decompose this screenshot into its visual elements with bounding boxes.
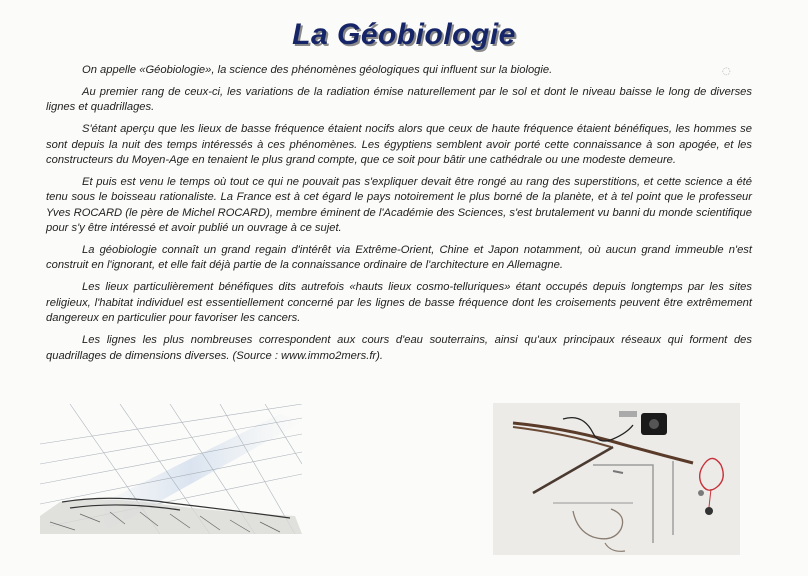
article-body [46,63,752,370]
paragraph-5: La géobiologie connaît un grand regain d'intérêt via Extrême-Orient, Chine et Japon notamment, où aucun grand immeuble n'est construit en l'ignorant, et elle fait déjà partie de la connaissance ordinaire de l'architecture en Allemagne. [46,244,752,272]
grid-lines-svg [40,404,302,534]
paragraph-7: Les lignes les plus nombreuses correspondent aux cours d'eau souterrains, ainsi qu'aux principaux réseaux qui forment des quadrillages de dimensions diverses. (Source : www.immo2mers.fr). [46,334,752,362]
grid-lines-illustration [40,404,302,534]
scan-speck: ◌ [722,66,731,77]
paragraph-4: Et puis est venu le temps où tout ce qui ne pouvait pas s'expliquer devait être rongé au rang des superstitions, et cette science a été tenu sous le boisseau rationaliste. La France est à cet égard le pays notoirement le plus borné de la planète, et à tel point que le professeur Yves ROCARD (le père de Michel ROCARD), membre éminent de l'Académie des Sciences, s'est brutalement vu banni du monde scientifique pour s'y être intéressé et avoir publié un ouvrage à ce sujet. [46,175,752,235]
paragraph-6: Les lieux particulièrement bénéfiques dits autrefois «hauts lieux cosmo-telluriques» étant occupés depuis longtemps par les sites religieux, l'habitat individuel est essentiellement concerné par les lignes de basse fréquence dont les croisements peuvent être extrêmement dangereux en particulier pour favoriser les cancers. [46,281,752,325]
page-title: La Géobiologie [292,18,516,51]
paragraph-1: On appelle «Géobiologie», la science des phénomènes géologiques qui influent sur la biologie. [82,64,553,76]
paragraph-3: S'étant aperçu que les lieux de basse fréquence étaient nocifs alors que ceux de haute fréquence étaient bénéfiques, les hommes se sont depuis la nuit des temps intéressés à ces phénomènes. Les égyptiens semblent avoir porté cette connaissance à son apogée, et les constructeurs du Moyen-Age en tenaient le plus grand compte, que ce soit pour bâtir une cathédrale ou une modeste demeure. [46,123,752,167]
dowsing-tools-svg [493,403,740,555]
dowsing-tools-photo [493,403,740,555]
paragraph-2: Au premier rang de ceux-ci, les variations de la radiation émise naturellement par le sol et dont le niveau baisse le long de diverses lignes et quadrillages. [46,85,752,114]
